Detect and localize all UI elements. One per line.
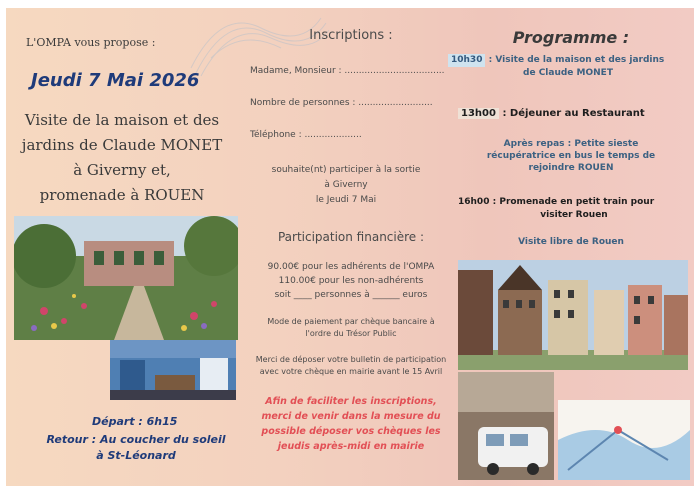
price-list xyxy=(246,260,456,302)
flyer-sheet xyxy=(6,8,694,486)
return-info xyxy=(26,432,246,464)
time-tag: 13h00 xyxy=(458,108,499,119)
desc-line: promenade à ROUEN xyxy=(39,186,205,204)
departure-time: Départ : 6h15 xyxy=(92,415,178,428)
program-text: : Déjeuner au Restaurant xyxy=(502,108,645,119)
payment-method xyxy=(246,316,456,340)
note-line: merci de venir dans la mesure du xyxy=(261,411,441,422)
desc-line: à Giverny et, xyxy=(73,161,171,179)
deposit-line: Merci de déposer votre bulletin de participation xyxy=(255,355,447,364)
program-text: rejoindre ROUEN xyxy=(528,163,614,173)
interior-photo xyxy=(110,340,236,400)
note-line: jeudis après-midi en mairie xyxy=(277,441,425,452)
program-text: : Promenade en petit train pour xyxy=(492,197,655,207)
desc-line: jardins de Claude MONET xyxy=(21,136,223,154)
return-line: Retour : Au coucher du soleil xyxy=(46,433,226,446)
registration-note xyxy=(241,394,461,454)
program-text: Après repas : Petite sieste xyxy=(503,139,639,149)
wish-line: souhaite(nt) participer à la sortie xyxy=(271,165,421,175)
price-line: soit ____ personnes à ______ euros xyxy=(274,290,428,300)
time-tag: 16h00 xyxy=(458,197,490,207)
train-photo xyxy=(458,372,554,480)
price-line: 90.00€ pour les adhérents de l'OMPA xyxy=(267,262,435,272)
note-line: possible déposer vos chèques les xyxy=(261,426,441,437)
price-line: 110.00€ pour les non-adhérents xyxy=(278,276,424,286)
payment-line: l'ordre du Trésor Public xyxy=(305,329,397,338)
name-field[interactable]: Madame, Monsieur : ................................... xyxy=(250,66,445,76)
program-text: de Claude MONET xyxy=(523,68,613,78)
wish-line: le Jeudi 7 Mai xyxy=(315,195,377,205)
return-line: à St-Léonard xyxy=(96,449,176,462)
program-item-2 xyxy=(458,108,688,119)
registration-title: Inscriptions : xyxy=(309,28,393,43)
program-item-3 xyxy=(456,138,686,174)
rouen-photo xyxy=(458,260,688,370)
program-item-1 xyxy=(448,54,688,80)
program-text: visiter Rouen xyxy=(540,210,608,220)
deposit-instructions xyxy=(241,354,461,378)
program-item-4 xyxy=(458,196,690,222)
event-description xyxy=(14,108,230,208)
deposit-line: avec votre chèque en mairie avant le 15 Avril xyxy=(259,367,443,376)
wish-line: à Giverny xyxy=(324,180,368,190)
program-text: : Visite de la maison et des jardins xyxy=(488,55,665,65)
financial-title: Participation financière : xyxy=(277,230,425,244)
program-text: récupératrice en bus le temps de xyxy=(486,151,656,161)
time-tag: 10h30 xyxy=(448,54,485,67)
payment-line: Mode de paiement par chèque bancaire à xyxy=(267,317,435,326)
map-graphic xyxy=(558,400,690,480)
people-count-field[interactable]: Nombre de personnes : .......................... xyxy=(250,98,433,108)
desc-line: Visite de la maison et des xyxy=(24,111,220,129)
note-line: Afin de faciliter les inscriptions, xyxy=(265,396,437,407)
participation-wish xyxy=(246,163,446,208)
intro-text: L'OMPA vous propose : xyxy=(26,36,156,49)
program-item-5: Visite libre de Rouen xyxy=(518,237,624,247)
garden-photo xyxy=(14,216,238,340)
program-title: Programme : xyxy=(512,28,630,47)
phone-field[interactable]: Téléphone : .................... xyxy=(250,130,362,140)
event-date: Jeudi 7 Mai 2026 xyxy=(31,70,200,91)
